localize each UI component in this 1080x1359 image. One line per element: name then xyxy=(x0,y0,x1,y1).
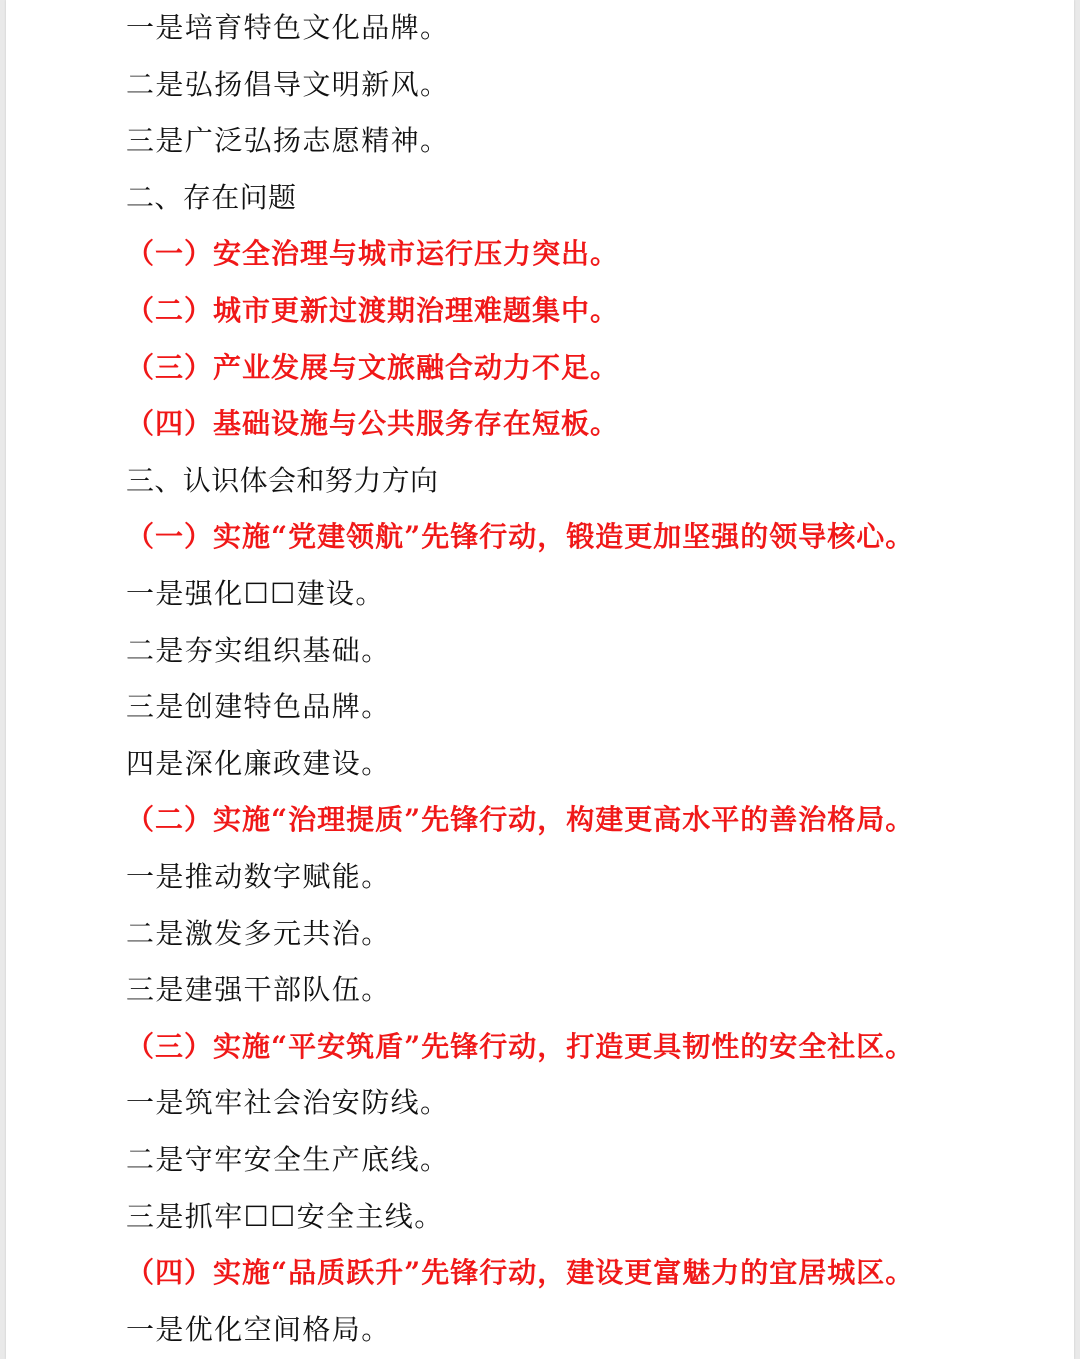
body-line: 三是创建特色品牌。 xyxy=(126,690,391,724)
body-line: 一是推动数字赋能。 xyxy=(126,860,391,893)
body-line: 二是夯实组织基础。 xyxy=(126,633,391,667)
body-line: 二是激发多元共治。 xyxy=(126,916,391,950)
section-heading: 二、存在问题 xyxy=(126,180,297,214)
document-page xyxy=(6,0,1074,1359)
body-line: 三是广泛弘扬志愿精神。 xyxy=(126,124,450,158)
red-subheading: （三）实施“平安筑盾”先锋行动，打造更具韧性的安全社区。 xyxy=(126,1029,915,1063)
body-line: 一是筑牢社会治安防线。 xyxy=(126,1086,450,1120)
red-subheading: （二）城市更新过渡期治理难题集中。 xyxy=(126,294,620,327)
red-subheading: （三）产业发展与文旅融合动力不足。 xyxy=(126,350,620,384)
red-subheading: （四）实施“品质跃升”先锋行动，建设更富魅力的宜居城区。 xyxy=(126,1256,915,1290)
red-subheading: （一）实施“党建领航”先锋行动，锻造更加坚强的领导核心。 xyxy=(126,520,915,554)
red-subheading: （一）安全治理与城市运行压力突出。 xyxy=(126,237,620,271)
body-line: 二是守牢安全生产底线。 xyxy=(126,1143,450,1176)
body-line: 三是抓牢☐☐安全主线。 xyxy=(126,1199,444,1233)
red-subheading: （二）实施“治理提质”先锋行动，构建更高水平的善治格局。 xyxy=(126,803,915,837)
section-heading: 三、认识体会和努力方向 xyxy=(126,463,439,497)
body-line: 四是深化廉政建设。 xyxy=(126,746,391,780)
body-line: 三是建强干部队伍。 xyxy=(126,973,391,1007)
body-line: 一是强化☐☐建设。 xyxy=(126,577,385,610)
body-line: 一是优化空间格局。 xyxy=(126,1312,391,1346)
body-line: 一是培育特色文化品牌。 xyxy=(126,11,450,44)
red-subheading: （四）基础设施与公共服务存在短板。 xyxy=(126,407,620,441)
body-line: 二是弘扬倡导文明新风。 xyxy=(126,67,450,101)
